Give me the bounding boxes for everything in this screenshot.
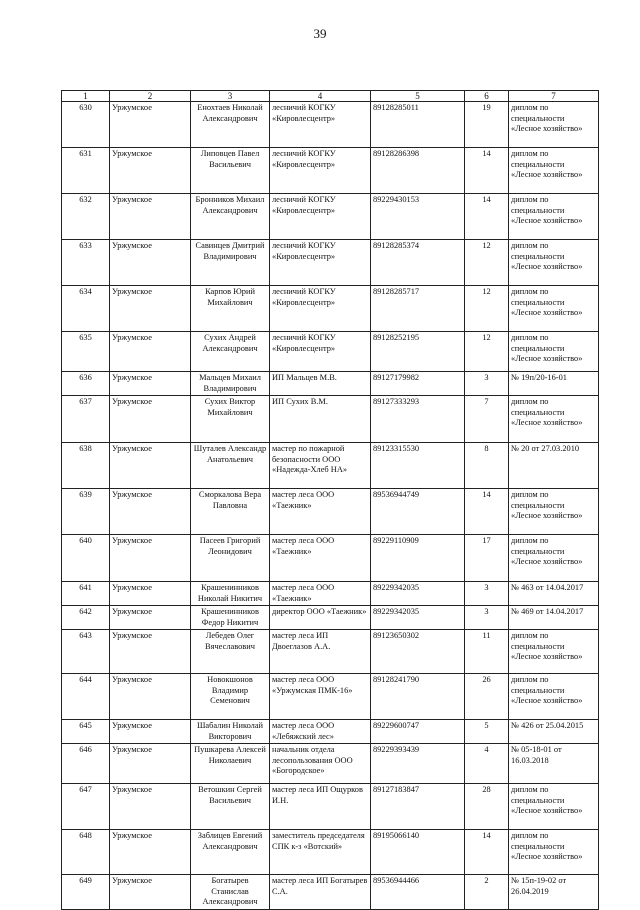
experience-cell: 2	[465, 875, 509, 910]
district-cell: Уржумское	[110, 674, 191, 720]
position-cell: директор ООО «Таежник»	[270, 606, 371, 630]
experience-cell: 28	[465, 784, 509, 830]
phone-cell: 89229393439	[371, 744, 465, 784]
document-cell: диплом по специальности «Лесное хозяйство»	[509, 240, 599, 286]
column-header: 6	[465, 91, 509, 102]
document-cell: диплом по специальности «Лесное хозяйство»	[509, 332, 599, 372]
person-name: Крашенинников Николай Никитич	[191, 582, 270, 606]
phone-cell: 89128252195	[371, 332, 465, 372]
column-header: 1	[62, 91, 110, 102]
table-row	[62, 240, 599, 286]
district-cell: Уржумское	[110, 784, 191, 830]
position-cell: мастер леса ООО «Лебяжский лес»	[270, 720, 371, 744]
document-cell: № 15п-19-02 от 26.04.2019	[509, 875, 599, 910]
row-number: 642	[62, 606, 110, 630]
phone-cell: 89229110909	[371, 535, 465, 582]
position-cell: ИП Сухих В.М.	[270, 396, 371, 443]
document-cell: диплом по специальности «Лесное хозяйство»	[509, 102, 599, 148]
table-row	[62, 535, 599, 582]
document-cell: диплом по специальности «Лесное хозяйство»	[509, 396, 599, 443]
table-row	[62, 720, 599, 744]
experience-cell: 19	[465, 102, 509, 148]
person-name: Крашенинников Федор Никитич	[191, 606, 270, 630]
row-number: 634	[62, 286, 110, 332]
row-number: 640	[62, 535, 110, 582]
district-cell: Уржумское	[110, 286, 191, 332]
column-header: 4	[270, 91, 371, 102]
district-cell: Уржумское	[110, 875, 191, 910]
position-cell: мастер леса ИП Богатырев С.А.	[270, 875, 371, 910]
row-number: 646	[62, 744, 110, 784]
position-cell: мастер леса ООО «Таежник»	[270, 535, 371, 582]
position-cell: мастер леса ООО «Таежник»	[270, 489, 371, 535]
row-number: 641	[62, 582, 110, 606]
person-name: Лебедев Олег Вячеславович	[191, 630, 270, 674]
position-cell: мастер леса ООО «Уржумская ПМК-16»	[270, 674, 371, 720]
row-number: 644	[62, 674, 110, 720]
phone-cell: 89127183847	[371, 784, 465, 830]
phone-cell: 89123650302	[371, 630, 465, 674]
phone-cell: 89123315530	[371, 443, 465, 489]
experience-cell: 3	[465, 582, 509, 606]
person-name: Шуталев Александр Анатольевич	[191, 443, 270, 489]
table-row	[62, 286, 599, 332]
row-number: 648	[62, 830, 110, 875]
document-cell: № 463 от 14.04.2017	[509, 582, 599, 606]
phone-cell: 89128285011	[371, 102, 465, 148]
row-number: 631	[62, 148, 110, 194]
person-name: Пушкарева Алексей Николаевич	[191, 744, 270, 784]
table-row	[62, 332, 599, 372]
table-row	[62, 396, 599, 443]
row-number: 635	[62, 332, 110, 372]
district-cell: Уржумское	[110, 240, 191, 286]
district-cell: Уржумское	[110, 720, 191, 744]
person-name: Пасеев Григорий Леонидович	[191, 535, 270, 582]
document-cell: диплом по специальности «Лесное хозяйство»	[509, 194, 599, 240]
district-cell: Уржумское	[110, 148, 191, 194]
table-body	[62, 102, 599, 910]
experience-cell: 11	[465, 630, 509, 674]
table-row	[62, 582, 599, 606]
district-cell: Уржумское	[110, 443, 191, 489]
document-cell: № 19п/20-16-01	[509, 372, 599, 396]
document-cell: диплом по специальности «Лесное хозяйство»	[509, 784, 599, 830]
position-cell: лесничий КОГКУ «Кировлесцентр»	[270, 148, 371, 194]
district-cell: Уржумское	[110, 582, 191, 606]
district-cell: Уржумское	[110, 489, 191, 535]
row-number: 636	[62, 372, 110, 396]
document-cell: диплом по специальности «Лесное хозяйство»	[509, 148, 599, 194]
document-cell: диплом по специальности «Лесное хозяйство»	[509, 489, 599, 535]
phone-cell: 89127179982	[371, 372, 465, 396]
phone-cell: 89536944466	[371, 875, 465, 910]
document-cell: диплом по специальности «Лесное хозяйство»	[509, 286, 599, 332]
person-name: Сморкалова Вера Павловна	[191, 489, 270, 535]
experience-cell: 17	[465, 535, 509, 582]
position-cell: лесничий КОГКУ «Кировлесцентр»	[270, 240, 371, 286]
table-header-row	[62, 91, 599, 102]
row-number: 639	[62, 489, 110, 535]
experience-cell: 14	[465, 194, 509, 240]
phone-cell: 89229342035	[371, 582, 465, 606]
position-cell: ИП Мальцев М.В.	[270, 372, 371, 396]
phone-cell: 89127333293	[371, 396, 465, 443]
experience-cell: 3	[465, 372, 509, 396]
table-row	[62, 102, 599, 148]
phone-cell: 89536944749	[371, 489, 465, 535]
table-row	[62, 830, 599, 875]
column-header: 3	[191, 91, 270, 102]
row-number: 649	[62, 875, 110, 910]
experience-cell: 5	[465, 720, 509, 744]
phone-cell: 89195066140	[371, 830, 465, 875]
document-cell: диплом по специальности «Лесное хозяйство»	[509, 830, 599, 875]
document-cell: № 05-18-01 от 16.03.2018	[509, 744, 599, 784]
registry-table	[61, 90, 599, 910]
person-name: Бронников Михаил Александрович	[191, 194, 270, 240]
row-number: 647	[62, 784, 110, 830]
row-number: 630	[62, 102, 110, 148]
document-cell: диплом по специальности «Лесное хозяйство»	[509, 630, 599, 674]
row-number: 632	[62, 194, 110, 240]
district-cell: Уржумское	[110, 535, 191, 582]
table-row	[62, 630, 599, 674]
person-name: Карпов Юрий Михайлович	[191, 286, 270, 332]
table-row	[62, 372, 599, 396]
position-cell: мастер леса ИП Двоеглазов А.А.	[270, 630, 371, 674]
person-name: Богатырев Станислав Александрович	[191, 875, 270, 910]
district-cell: Уржумское	[110, 830, 191, 875]
person-name: Новокшонов Владимир Семенович	[191, 674, 270, 720]
district-cell: Уржумское	[110, 606, 191, 630]
person-name: Шабалин Николай Викторович	[191, 720, 270, 744]
experience-cell: 14	[465, 489, 509, 535]
experience-cell: 14	[465, 830, 509, 875]
document-cell: № 426 от 25.04.2015	[509, 720, 599, 744]
experience-cell: 14	[465, 148, 509, 194]
phone-cell: 89128285717	[371, 286, 465, 332]
table-row	[62, 194, 599, 240]
person-name: Ветошкин Сергей Васильевич	[191, 784, 270, 830]
person-name: Заблицев Евгений Александрович	[191, 830, 270, 875]
table-row	[62, 875, 599, 910]
district-cell: Уржумское	[110, 332, 191, 372]
phone-cell: 89128286398	[371, 148, 465, 194]
person-name: Сухих Виктор Михайлович	[191, 396, 270, 443]
document-cell: № 469 от 14.04.2017	[509, 606, 599, 630]
phone-cell: 89128241790	[371, 674, 465, 720]
table-row	[62, 443, 599, 489]
table-row	[62, 148, 599, 194]
district-cell: Уржумское	[110, 630, 191, 674]
position-cell: лесничий КОГКУ «Кировлесцентр»	[270, 332, 371, 372]
experience-cell: 12	[465, 332, 509, 372]
person-name: Мальцев Михаил Владимирович	[191, 372, 270, 396]
experience-cell: 7	[465, 396, 509, 443]
position-cell: лесничий КОГКУ «Кировлесцентр»	[270, 102, 371, 148]
district-cell: Уржумское	[110, 194, 191, 240]
column-header: 5	[371, 91, 465, 102]
district-cell: Уржумское	[110, 372, 191, 396]
experience-cell: 4	[465, 744, 509, 784]
row-number: 643	[62, 630, 110, 674]
person-name: Енохтаев Николай Александрович	[191, 102, 270, 148]
position-cell: мастер леса ООО «Таежник»	[270, 582, 371, 606]
document-cell: № 20 от 27.03.2010	[509, 443, 599, 489]
table-row	[62, 784, 599, 830]
table-row	[62, 674, 599, 720]
document-cell: диплом по специальности «Лесное хозяйство»	[509, 535, 599, 582]
person-name: Сухих Андрей Александрович	[191, 332, 270, 372]
page-number: 39	[313, 26, 327, 41]
experience-cell: 26	[465, 674, 509, 720]
position-cell: заместитель председателя СПК к-з «Вотский»	[270, 830, 371, 875]
phone-cell: 89128285374	[371, 240, 465, 286]
table-row	[62, 744, 599, 784]
experience-cell: 12	[465, 240, 509, 286]
district-cell: Уржумское	[110, 102, 191, 148]
experience-cell: 8	[465, 443, 509, 489]
table-row	[62, 606, 599, 630]
position-cell: мастер по пожарной безопасности ООО «Надежда-Хлеб НА»	[270, 443, 371, 489]
district-cell: Уржумское	[110, 744, 191, 784]
experience-cell: 12	[465, 286, 509, 332]
column-header: 2	[110, 91, 191, 102]
table-row	[62, 489, 599, 535]
position-cell: начальник отдела лесопользования ООО «Богородское»	[270, 744, 371, 784]
phone-cell: 89229342035	[371, 606, 465, 630]
experience-cell: 3	[465, 606, 509, 630]
phone-cell: 89229430153	[371, 194, 465, 240]
document-cell: диплом по специальности «Лесное хозяйство»	[509, 674, 599, 720]
row-number: 633	[62, 240, 110, 286]
row-number: 637	[62, 396, 110, 443]
person-name: Липовцев Павел Васильевич	[191, 148, 270, 194]
column-header: 7	[509, 91, 599, 102]
phone-cell: 89229600747	[371, 720, 465, 744]
district-cell: Уржумское	[110, 396, 191, 443]
position-cell: мастер леса ИП Ощурков И.Н.	[270, 784, 371, 830]
person-name: Савинцев Дмитрий Владимирович	[191, 240, 270, 286]
row-number: 638	[62, 443, 110, 489]
position-cell: лесничий КОГКУ «Кировлесцентр»	[270, 194, 371, 240]
row-number: 645	[62, 720, 110, 744]
position-cell: лесничий КОГКУ «Кировлесцентр»	[270, 286, 371, 332]
